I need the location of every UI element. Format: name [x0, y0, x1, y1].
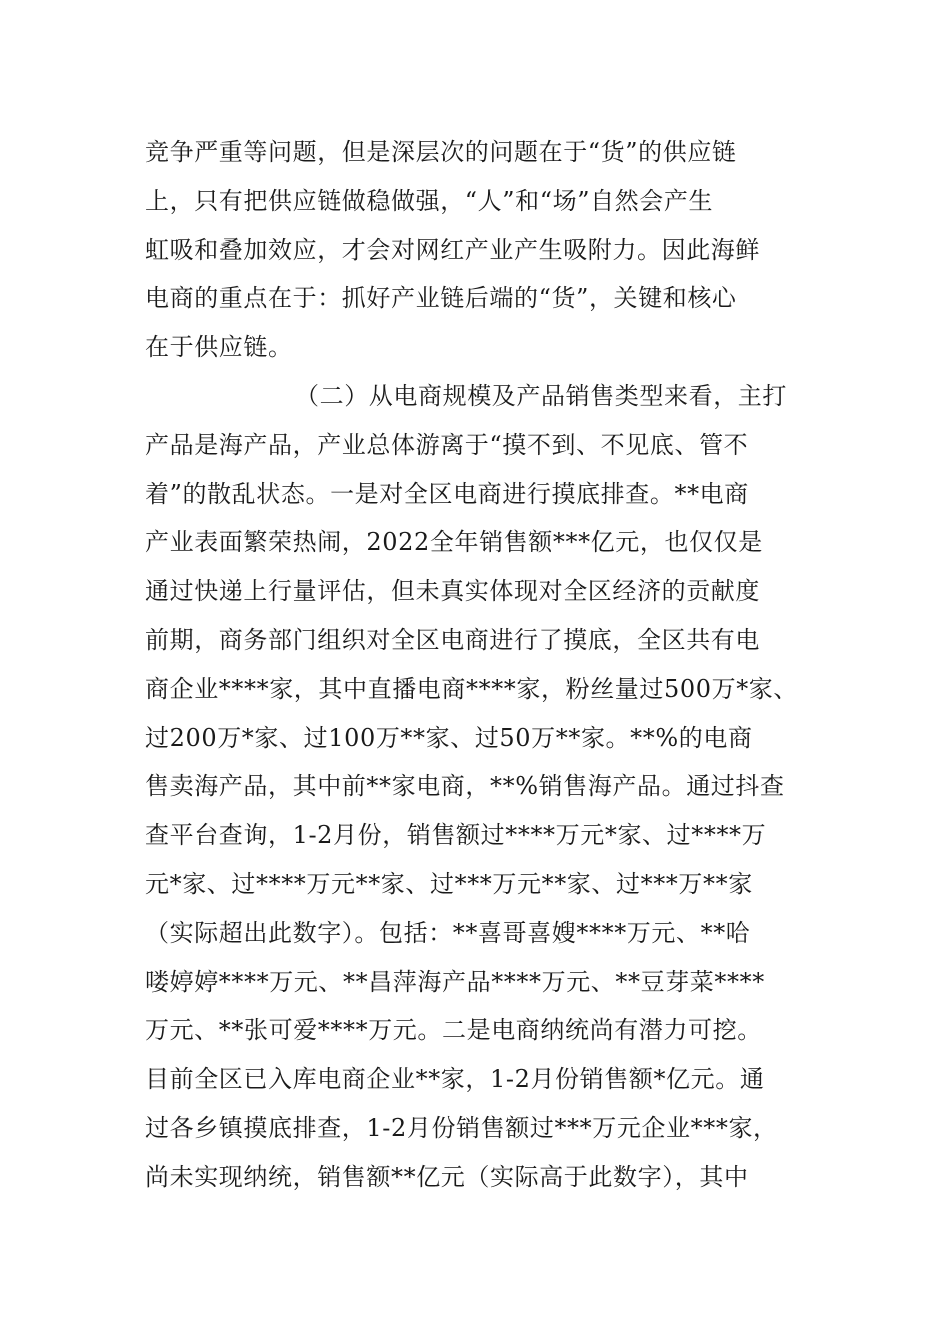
text-line: 喽婷婷****万元、**昌萍海产品****万元、**豆芽菜**** [145, 967, 765, 996]
text-line: 售卖海产品，其中前**家电商，**%销售海产品。通过抖查 [145, 772, 785, 801]
text-line: 过各乡镇摸底排查，1-2月份销售额过***万元企业***家， [145, 1113, 778, 1142]
text-line: 过200万*家、过100万**家、过50万**家。**%的电商 [145, 723, 753, 752]
text-line: 竞争严重等问题，但是深层次的问题在于“货”的供应链 [145, 138, 737, 166]
text-line: 通过快递上行量评估，但未真实体现对全区经济的贡献度 [145, 577, 760, 606]
text-line: 电商的重点在于：抓好产业链后端的“货”，关键和核心 [145, 284, 737, 313]
text-line: 虹吸和叠加效应，才会对网红产业产生吸附力。因此海鲜 [145, 235, 760, 264]
text-line: 目前全区已入库电商企业**家，1-2月份销售额*亿元。通 [145, 1065, 765, 1094]
text-line: 查平台查询，1-2月份，销售额过****万元*家、过****万 [145, 821, 767, 850]
text-line: 产业表面繁荣热闹，2022全年销售额***亿元，也仅仅是 [145, 528, 763, 557]
text-line: 尚未实现纳统，销售额**亿元（实际高于此数字），其中 [145, 1162, 749, 1191]
text-line: 着”的散乱状态。一是对全区电商进行摸底排查。**电商 [145, 479, 749, 508]
text-line: 商企业****家，其中直播电商****家，粉丝量过500万*家、 [145, 674, 799, 703]
text-line: 元*家、过****万元**家、过***万元**家、过***万**家 [145, 869, 753, 898]
section-heading-line: （二）从电商规模及产品销售类型来看，主打 [295, 381, 787, 410]
text-line: 上，只有把供应链做稳做强，“人”和“场”自然会产生 [145, 186, 714, 215]
text-line: 产品是海产品，产业总体游离于“摸不到、不见底、管不 [145, 430, 749, 459]
text-line: （实际超出此数字）。包括：**喜哥喜嫂****万元、**哈 [145, 918, 751, 947]
document-body [145, 128, 825, 1202]
text-line: 前期，商务部门组织对全区电商进行了摸底，全区共有电 [145, 625, 760, 654]
text-line: 万元、**张可爱****万元。二是电商纳统尚有潜力可挖。 [145, 1016, 762, 1045]
text-line: 在于供应链。 [145, 333, 293, 362]
